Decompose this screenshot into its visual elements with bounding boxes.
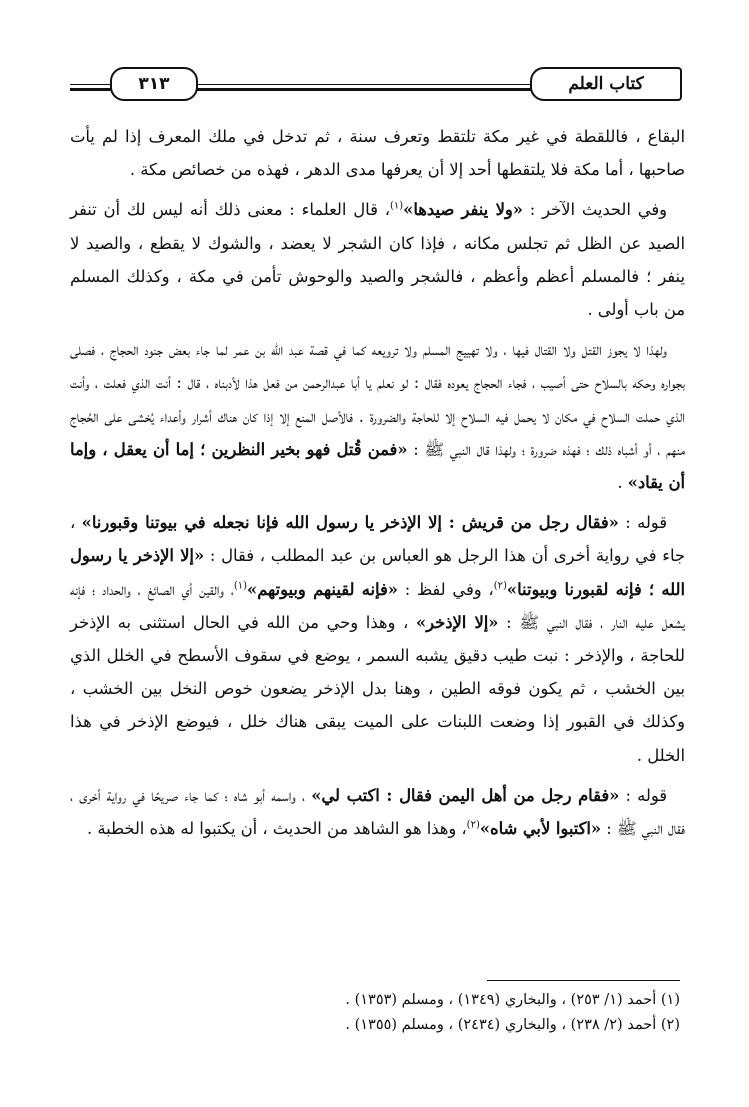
paragraph-5 xyxy=(70,779,685,845)
chapter-title: كتاب العلم xyxy=(530,67,682,101)
paragraph-3 xyxy=(70,333,685,499)
page-header xyxy=(70,60,682,100)
hadith-quote: «فإنه لقينهم وبيوتهم» xyxy=(247,579,398,599)
footnote-ref: (١) xyxy=(233,580,248,592)
footnote-separator xyxy=(487,980,680,981)
hadith-quote: «إلا الإذخر يا رسول الله ؛ فإنه لقبورنا وبيوتنا» xyxy=(70,546,685,599)
paragraph-1 xyxy=(70,120,685,186)
paragraph-4 xyxy=(70,506,685,772)
hadith-quote: «اكتبوا لأبي شاه» xyxy=(479,819,602,839)
text-run: ، والقين أي الصائغ ، والحداد ؛ فإنه يشعل عليه النار ، فقال النبي ﷺ : xyxy=(70,579,685,632)
footnote-1: (١) أحمد (١/ ٢٥٣) ، والبخاري (١٣٤٩) ، ومسلم (١٣٥٣) . xyxy=(345,992,680,1008)
text-run: . xyxy=(617,473,628,493)
text-run: ، وفي لفظ : xyxy=(397,579,494,599)
footnotes xyxy=(70,988,680,1038)
hadith-quote: «إلا الإذخر» xyxy=(415,612,499,632)
main-text xyxy=(70,120,685,852)
text-run: ولهذا لا يجوز القتل ولا القتال فيها ، ولا تهييج المسلم ولا ترويعه كما في قصة عبد الله بن عمر لما جاء بعض جنود الحجاج ، فصلى بجواره وحكه بالسلاح حتى أصيب ، فجاء الحجاج يعوده فقال : لو نعلم يا أبا عبدالرحمن من فعل هذا لأدبناه ، قال : أنت الذي فعلت ، وأنت الذي حملت السلاح في مكان لا يحمل فيه السلاح إلا للحاجة والضرورة . فالأصل المنع إلا إذا كان هناك أشرار وأعداء يُخشى على الحُجاج منهم ، أو أشباه ذلك ؛ فهذه ضرورة ؛ ولهذا قال النبي ﷺ : xyxy=(70,340,686,459)
text-run: قوله : xyxy=(618,513,667,533)
page-number: ٣١٣ xyxy=(110,67,198,101)
hadith-quote: «ولا ينفر صيدها» xyxy=(403,200,523,220)
hadith-quote: «فقال رجل من قريش : إلا الإذخر يا رسول الله فإنا نجعله في بيوتنا وقبورنا» xyxy=(81,513,619,533)
hadith-quote: «فمن قُتل فهو بخير النظرين ؛ إما أن يعقل ، وإما أن يقاد» xyxy=(70,439,685,493)
footnote-ref: (٢) xyxy=(493,580,507,592)
text-run: ، واسمه أبو شاه ؛ كما جاء صريحًا في رواية أخرى ، فقال النبي ﷺ : xyxy=(70,785,685,839)
footnote-ref: (٢) xyxy=(466,819,480,831)
text-run: قوله : xyxy=(619,785,668,805)
text-run: ، وهذا وحي من الله في الحال استثنى به الإذخر للحاجة ، والإذخر : نبت طيب دقيق يشبه السمر ، يوضع في سقوف الأسطح في الخلل الذي بين الخشب ، ثم يكون فوقه الطين ، وهنا بدل الإذخر يضعون خوص النخل بين الخشب ، وكذلك في القبور إذا وضعت اللبنات على الميت يبقى هناك خلل ، فيوضع الإذخر في هذا الخلل . xyxy=(70,612,685,765)
text-run: ، جاء في رواية أخرى أن هذا الرجل هو العباس بن عبد المطلب ، فقال : xyxy=(70,513,685,566)
text-run: ، وهذا هو الشاهد من الحديث ، أن يكتبوا له هذه الخطبة . xyxy=(86,819,467,839)
text-run: البقاع ، فاللقطة في غير مكة تلتقط وتعرف سنة ، ثم تدخل في ملك المعرف إذا لم يأت صاحبها ، أما مكة فلا يلتقطها أحد إلا أن يعرفها مدى الدهر ، فهذه من خصائص مكة . xyxy=(70,127,685,180)
hadith-quote: «فقام رجل من أهل اليمن فقال : اكتب لي» xyxy=(311,785,620,805)
footnote-ref: (١) xyxy=(389,200,404,212)
paragraph-2 xyxy=(70,193,685,326)
footnote-2: (٢) أحمد (٢/ ٢٣٨) ، والبخاري (٢٤٣٤) ، ومسلم (١٣٥٥) . xyxy=(345,1017,680,1033)
text-run: ، قال العلماء : معنى ذلك أنه ليس لك أن تنفر الصيد عن الظل ثم تجلس مكانه ، فإذا كان الشجر لا يعضد ، والشوك لا يقطع ، والصيد لا ينفر ؛ فالمسلم أعظم وأعظم ، فالشجر والصيد والوحوش تأمن في مكة ، وكذلك المسلم من باب أولى . xyxy=(70,200,685,320)
text-run: وفي الحديث الآخر : xyxy=(522,200,667,220)
